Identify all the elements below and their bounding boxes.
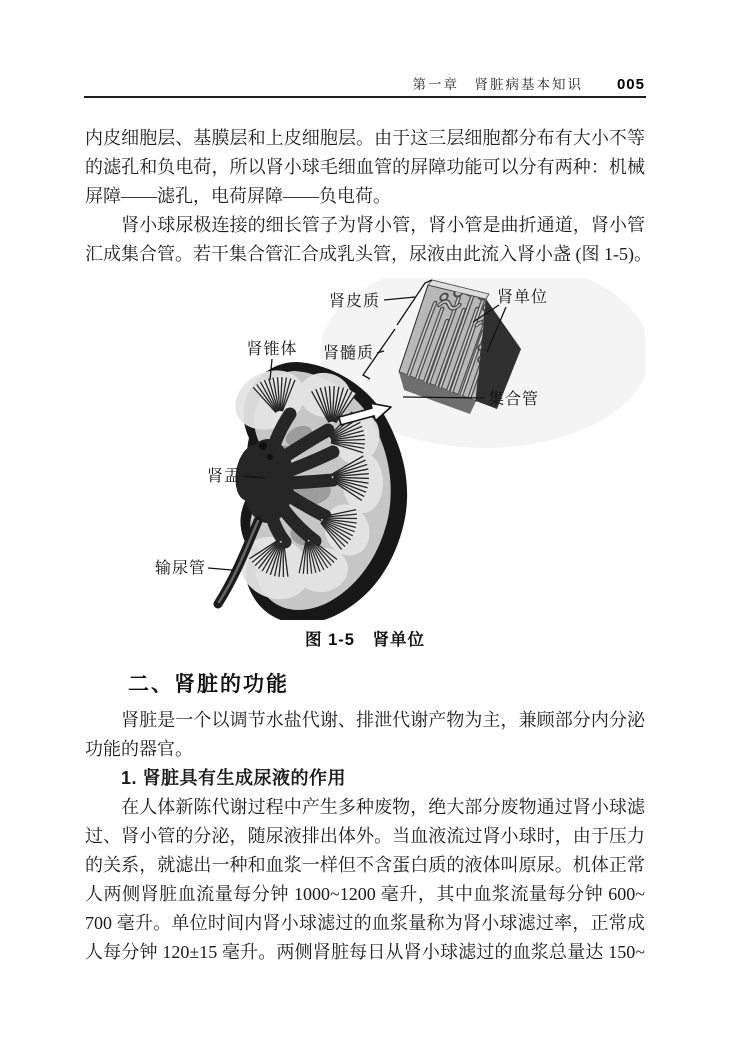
text-block-bottom <box>85 706 645 967</box>
vessel-dot <box>267 454 273 460</box>
text-line: 的滤孔和负电荷，所以肾小球毛细血管的屏障功能可以分有两种：机械 <box>85 157 645 177</box>
figure-label-pyramid: 肾锥体 <box>246 341 298 358</box>
figure-caption: 图 1-5 肾单位 <box>305 631 425 649</box>
text-line: 内皮细胞层、基膜层和上皮细胞层。由于这三层细胞都分布有大小不等 <box>85 128 645 148</box>
chapter-title: 第一章 肾脏病基本知识 <box>412 77 583 92</box>
page-number: 005 <box>616 76 645 93</box>
figure-kidney-diagram <box>85 278 645 620</box>
text-line: 汇成集合管。若干集合管汇合成乳头管，尿液由此流入肾小盏 (图 1-5)。 <box>85 244 652 264</box>
section-heading: 二、肾脏的功能 <box>128 672 289 696</box>
header-rule <box>84 96 646 98</box>
text-line: 屏障——滤孔，电荷屏障——负电荷。 <box>85 186 391 206</box>
text-line: 过、肾小管的分泌，随尿液排出体外。当血液流过肾小球时，由于压力 <box>85 826 645 846</box>
figure-label-medulla: 肾髓质 <box>322 345 374 362</box>
text-line: 功能的器官。 <box>85 739 193 759</box>
text-line: 在人体新陈代谢过程中产生多种废物，绝大部分废物通过肾小球滤 <box>85 797 645 817</box>
text-block-top <box>85 124 652 269</box>
figure-label-nephron: 肾单位 <box>497 289 549 306</box>
page-header <box>85 73 645 93</box>
figure-label-pelvis: 肾盂 <box>206 468 241 485</box>
text-line: 的关系，就滤出一种和血浆一样但不含蛋白质的液体叫原尿。机体正常 <box>85 855 645 875</box>
vessel-dot <box>259 442 267 450</box>
text-line: 人每分钟 120±15 毫升。两侧肾脏每日从肾小球滤过的血浆总量达 150~ <box>85 942 645 962</box>
text-line: 肾小球尿极连接的细长管子为肾小管，肾小管是曲折通道，肾小管 <box>85 215 645 235</box>
text-line: 人两侧肾脏血流量每分钟 1000~1200 毫升，其中血浆流量每分钟 600~ <box>85 884 645 904</box>
text-line: 700 毫升。单位时间内肾小球滤过的血浆量称为肾小球滤过率，正常成 <box>85 913 645 933</box>
text-line: 肾脏是一个以调节水盐代谢、排泄代谢产物为主，兼顾部分内分泌 <box>85 710 645 730</box>
figure-label-cortex: 肾皮质 <box>328 293 380 310</box>
subsection-heading: 1. 肾脏具有生成尿液的作用 <box>121 768 347 788</box>
figure-label-ureter: 输尿管 <box>154 560 206 577</box>
figure-label-collecting-duct: 集合管 <box>488 391 540 408</box>
